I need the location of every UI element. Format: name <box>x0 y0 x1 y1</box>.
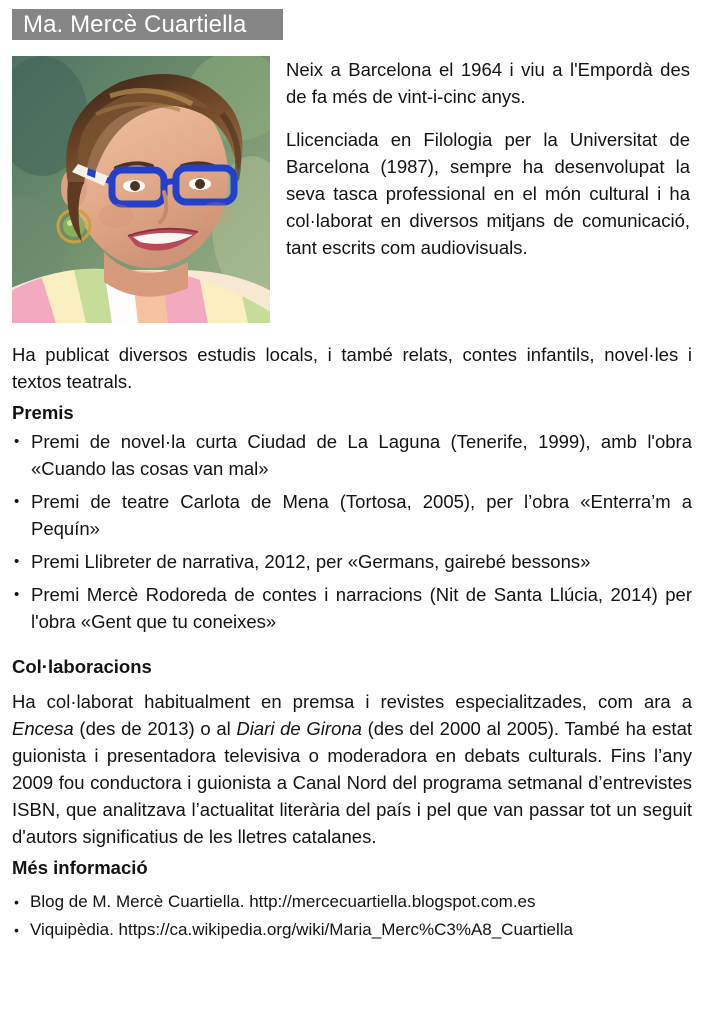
collab-text-part-2: (des de 2013) o al <box>73 718 237 739</box>
section-heading-mes-informacio: Més informació <box>12 857 148 878</box>
intro-text-column <box>286 56 690 261</box>
intro-paragraph-2: Llicenciada en Filologia per la Universitat de Barcelona (1987), sempre ha desenvolupat la seva tasca professional en el món cultural i ha col·laborat en diversos mitjans de comunicació, tant escrits com audiovisuals. <box>286 129 690 258</box>
intro-paragraph-1: Neix a Barcelona el 1964 i viu a l'Empordà des de fa més de vint-i-cinc anys. <box>286 59 690 107</box>
page-title: Ma. Mercè Cuartiella <box>23 10 247 38</box>
collab-text-part-3: (des del 2000 al 2005). També ha estat guionista i presentadora televisiva o moderadora en debats culturals. Fins l’any 2009 fou conductora i guionista a Canal Nord del programa setmanal d’entrevistes ISBN, que analitzava l’actualitat literària del país i pel que van passar tot un seguit d'autors significatius de les lletres catalanes. <box>12 718 692 847</box>
mes-informacio-list <box>12 889 692 943</box>
list-item: • Premi Mercè Rodoreda de contes i narracions (Nit de Santa Llúcia, 2014) per l'obra «Gent que tu coneixes» <box>12 581 692 635</box>
section-heading-premis: Premis <box>12 402 74 423</box>
body-intro-paragraph: Ha publicat diversos estudis locals, i també relats, contes infantils, novel·les i textos teatrals. <box>12 344 692 392</box>
collab-italic-encesa: Encesa <box>12 718 74 739</box>
page-title-bar <box>12 9 283 40</box>
list-item: • Premi Llibreter de narrativa, 2012, per «Germans, gairebé bessons» <box>12 548 692 575</box>
author-portrait-photo <box>12 56 270 323</box>
collaboracions-paragraph <box>12 688 692 850</box>
portrait-illustration <box>12 56 270 323</box>
list-item: • Premi de novel·la curta Ciudad de La Laguna (Tenerife, 1999), amb l'obra «Cuando las cosas van mal» <box>12 428 692 482</box>
section-heading-collaboracions: Col·laboracions <box>12 656 152 677</box>
premis-list <box>12 428 692 635</box>
list-item: • Viquipèdia. https://ca.wikipedia.org/wiki/Maria_Merc%C3%A8_Cuartiella <box>12 917 692 943</box>
collab-italic-diari-de-girona: Diari de Girona <box>236 718 362 739</box>
list-item: • Blog de M. Mercè Cuartiella. http://mercecuartiella.blogspot.com.es <box>12 889 692 915</box>
list-item: • Premi de teatre Carlota de Mena (Tortosa, 2005), per l’obra «Enterra’m a Pequín» <box>12 488 692 542</box>
collab-text-part-1: Ha col·laborat habitualment en premsa i revistes especialitzades, com ara a <box>12 691 692 712</box>
body-content <box>12 341 692 945</box>
